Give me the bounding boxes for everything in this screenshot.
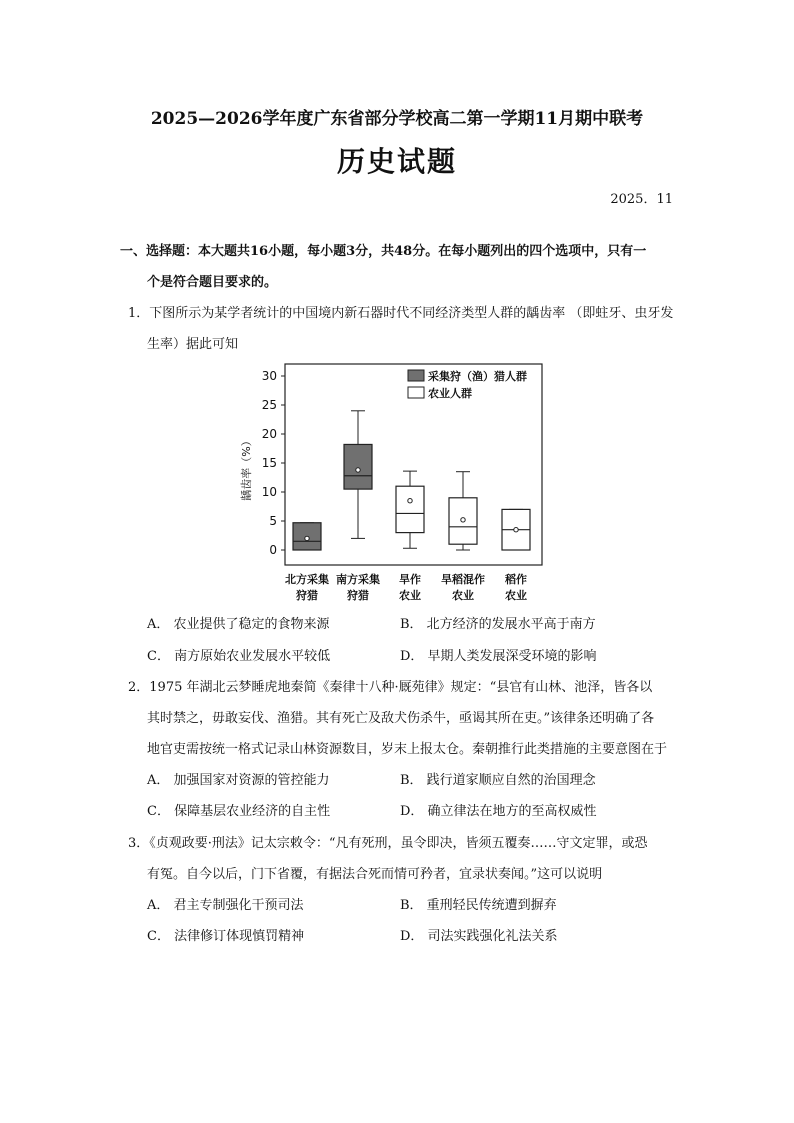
box-mean-marker [305,536,309,540]
box-iqr [344,444,372,489]
x-category-label: 旱作 [399,573,421,586]
y-tick-label: 20 [261,427,277,441]
y-tick-label: 15 [261,456,277,470]
x-category-label: 北方采集 [285,573,329,586]
q3-option-d[interactable]: D． 司法实践强化礼法关系 [400,929,558,944]
legend-swatch [408,387,424,398]
exam-date: 2025．11 [610,192,673,207]
q3-stem-line1: 3．《贞观政要·刑法》记太宗敕令：“凡有死刑，虽令即决，皆须五覆奏……守文定罪，或恐 [128,836,648,851]
legend-label: 农业人群 [428,387,472,400]
q2-option-c[interactable]: C． 保障基层农业经济的自主性 [147,804,331,819]
q2-stem-line2: 其时禁之，毋敢妄伐、渔猎。其有死亡及敌犬伤杀牛，亟谒其所在吏。”该律条还明确了各 [147,711,655,726]
q1-stem-line1: 1．下图所示为某学者统计的中国境内新石器时代不同经济类型人群的龋齿率 （即蛀牙、虫牙发 [128,306,674,321]
box-mean-marker [408,499,412,503]
y-tick-label: 30 [261,369,277,383]
q2-option-b[interactable]: B． 践行道家顺应自然的治国理念 [400,773,596,788]
q1-option-c[interactable]: C． 南方原始农业发展水平较低 [147,649,331,664]
q3-stem-line2: 有冤。自今以后，门下省覆，有据法合死而情可矜者，宜录状奏闻。”这可以说明 [147,867,603,882]
y-tick-label: 0 [269,543,277,557]
x-category-label-line2: 农业 [505,589,527,602]
x-category-label: 旱稻混作 [441,573,485,586]
q2-stem-line3: 地官吏需按统一格式记录山林资源数目，岁末上报太仓。秦朝推行此类措施的主要意图在于 [147,742,668,757]
y-tick-label: 10 [261,485,277,499]
q3-option-b[interactable]: B． 重刑轻民传统遭到摒弃 [400,898,557,913]
q2-option-d[interactable]: D． 确立律法在地方的至高权威性 [400,804,597,819]
q2-option-a[interactable]: A． 加强国家对资源的管控能力 [147,773,330,788]
subject-title: 历史试题 [336,145,457,178]
y-tick-label: 5 [269,514,277,528]
section-heading-line1: 一、选择题：本大题共16小题，每小题3分，共48分。在每小题列出的四个选项中，只有一 [120,244,647,259]
x-category-label-line2: 狩猎 [296,589,318,602]
q3-option-a[interactable]: A． 君主专制强化干预司法 [147,898,304,913]
x-category-label: 南方采集 [336,573,380,586]
q2-stem-line1: 2．1975 年湖北云梦睡虎地秦简《秦律十八种·厩苑律》规定：“县官有山林、池泽，皆各以 [128,680,653,695]
q1-stem-line2: 生率）据此可知 [147,337,239,352]
box-mean-marker [461,518,465,522]
legend-label: 采集狩（渔）猎人群 [428,370,527,383]
x-category-label-line2: 农业 [399,589,421,602]
section-heading-line2: 个是符合题目要求的。 [147,275,278,290]
x-category-label: 稻作 [505,573,527,586]
q1-option-d[interactable]: D． 早期人类发展深受环境的影响 [400,649,597,664]
x-category-label-line2: 农业 [452,589,474,602]
exam-title: 2025—2026学年度广东省部分学校高二第一学期11月期中联考 [150,109,644,129]
box-mean-marker [514,528,518,532]
q1-option-a[interactable]: A． 农业提供了稳定的食物来源 [147,617,330,632]
box-mean-marker [356,468,360,472]
box-iqr [396,486,424,532]
y-tick-label: 25 [261,398,277,412]
x-category-label-line2: 狩猎 [347,589,369,602]
caries-rate-boxplot [240,358,550,608]
q3-option-c[interactable]: C． 法律修订体现慎罚精神 [147,929,305,944]
q1-option-b[interactable]: B． 北方经济的发展水平高于南方 [400,617,596,632]
legend-swatch [408,370,424,381]
y-axis-label: 龋齿率（%） [240,435,253,501]
